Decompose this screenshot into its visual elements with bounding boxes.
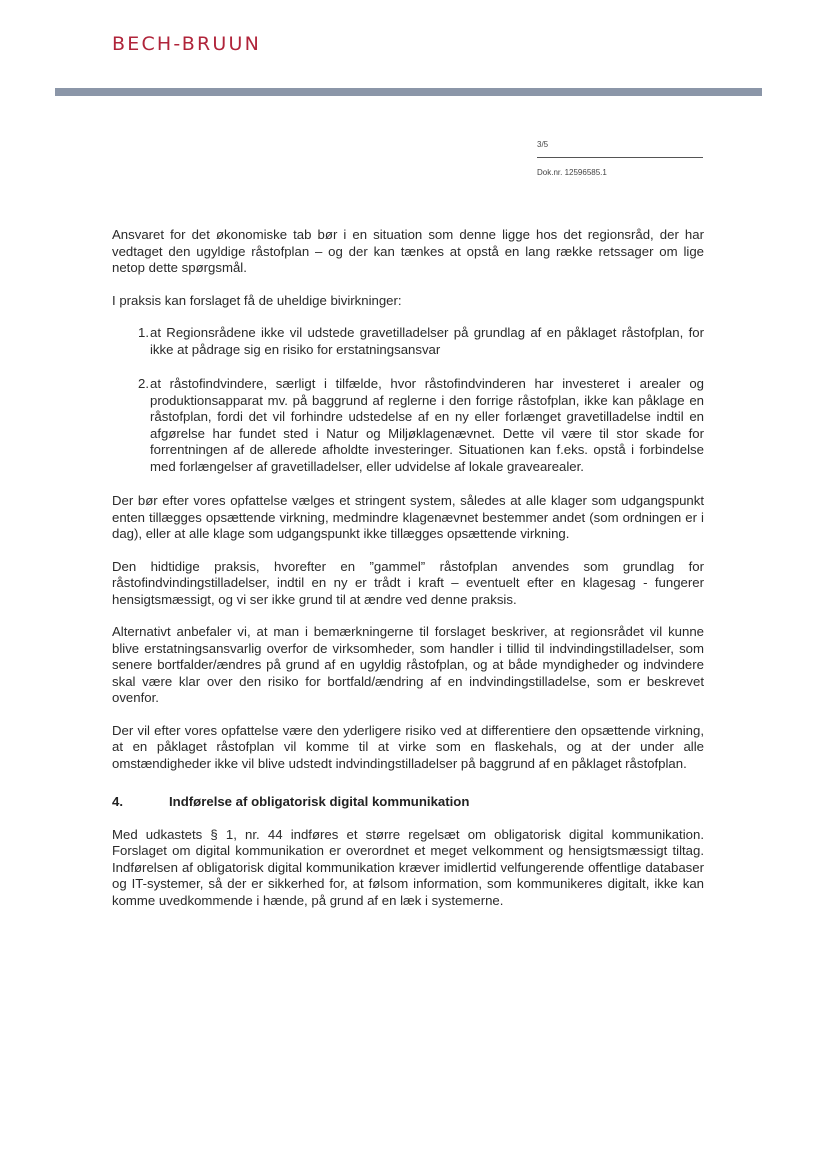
paragraph: Den hidtidige praksis, hvorefter en ”gammel” råstofplan anvendes som grundlag for råstofindvindingstilladelser, indtil en ny er trådt i kraft – eventuelt efter en klagesag - fungerer hensigtsmæssigt, og vi ser ikke grund til at ændre ved denne praksis.	[112, 558, 704, 607]
list-number: 2.	[138, 376, 149, 391]
paragraph: Ansvaret for det økonomiske tab bør i en situation som denne ligge hos det regionsråd, der har vedtaget den ugyldige råstofplan – og der kan tænkes at opstå en lang række retssager om lige netop dette spørgsmål.	[112, 227, 704, 275]
paragraph: Der bør efter vores opfattelse vælges et stringent system, således at alle klager som udgangspunkt enten tillægges opsættende virkning, medmindre klagenævnet bestemmer andet (som ordningen er i dag), eller at alle klage som udgangspunkt ikke tillægges opsættende virkning.	[112, 493, 704, 541]
letter-body	[112, 227, 704, 925]
company-logo: BECH-BRUUN	[112, 33, 262, 55]
paragraph: I praksis kan forslaget få de uheldige bivirkninger:	[112, 292, 402, 308]
paragraph: Der vil efter vores opfattelse være den yderligere risiko ved at differentiere den opsættende virkning, at en påklaget råstofplan vil komme til at virke som en flaskehals, og at der under alle omstændigheder ikke vil blive udstedt indvindingstilladelser på baggrund af en påklaget råstofplan.	[112, 722, 704, 771]
list-item	[112, 376, 704, 475]
page-number: 3/5	[537, 140, 549, 149]
paragraph: Alternativt anbefaler vi, at man i bemærkningerne til forslaget beskriver, at regionsrådet vil kunne blive erstatningsansvarlig overfor de virksomheder, som handler i tillid til indvindingstilladelser, som senere bortfalder/ændres på grund af en ugyldig råstofplan, og at både myndigheder og indvindere skal være klar over den risiko for bortfald/ændring af en indvindingstilladelse, som er beskrevet ovenfor.	[112, 624, 704, 705]
list-number: 1.	[138, 325, 149, 340]
section-number: 4.	[112, 794, 123, 809]
list-text: at Regionsrådene ikke vil udstede gravetilladelser på grundlag af en påklaget råstofplan, for ikke at pådrage sig en risiko for erstatningsansvar	[150, 325, 704, 357]
section-heading	[112, 794, 704, 811]
section-title: Indførelse af obligatorisk digital kommunikation	[169, 794, 470, 809]
list-item	[112, 325, 704, 358]
paragraph: Med udkastets § 1, nr. 44 indføres et større regelsæt om obligatorisk digital kommunikation. Forslaget om digital kommunikation er overordnet et meget velkomment og hensigtsmæssigt tiltag. Indførelsen af obligatorisk digital kommunikation kræver imidlertid velfungerende offentlige databaser og IT-systemer, så der er sikkerhed for, at følsom information, som kommunikeres digitalt, ikke kan komme uvedkommende i hænde, på grund af en læk i systemerne.	[112, 826, 704, 908]
document-number: Dok.nr. 12596585.1	[537, 168, 607, 177]
list-text: at råstofindvindere, særligt i tilfælde, hvor råstofindvinderen har investeret i arealer og produktionsapparat mv. på baggrund af reglerne i den forrige råstofplan, ikke kan påklage en råstofplan, fordi det vil forhindre udstedelse af en ny eller forlænget gravetilladelse indtil en afgørelse har fundet sted i Natur og Miljøklagenævnet. Dette vil være til stor skade for forrentningen af de allerede afholdte investeringer. Situationen kan f.eks. opstå i forbindelse med forlængelser af gravetilladelser, eller udvidelse af lokale gravearealer.	[150, 376, 704, 474]
header-bar	[55, 88, 762, 96]
meta-divider	[537, 157, 703, 158]
document-meta	[537, 140, 703, 177]
numbered-list	[112, 325, 704, 475]
